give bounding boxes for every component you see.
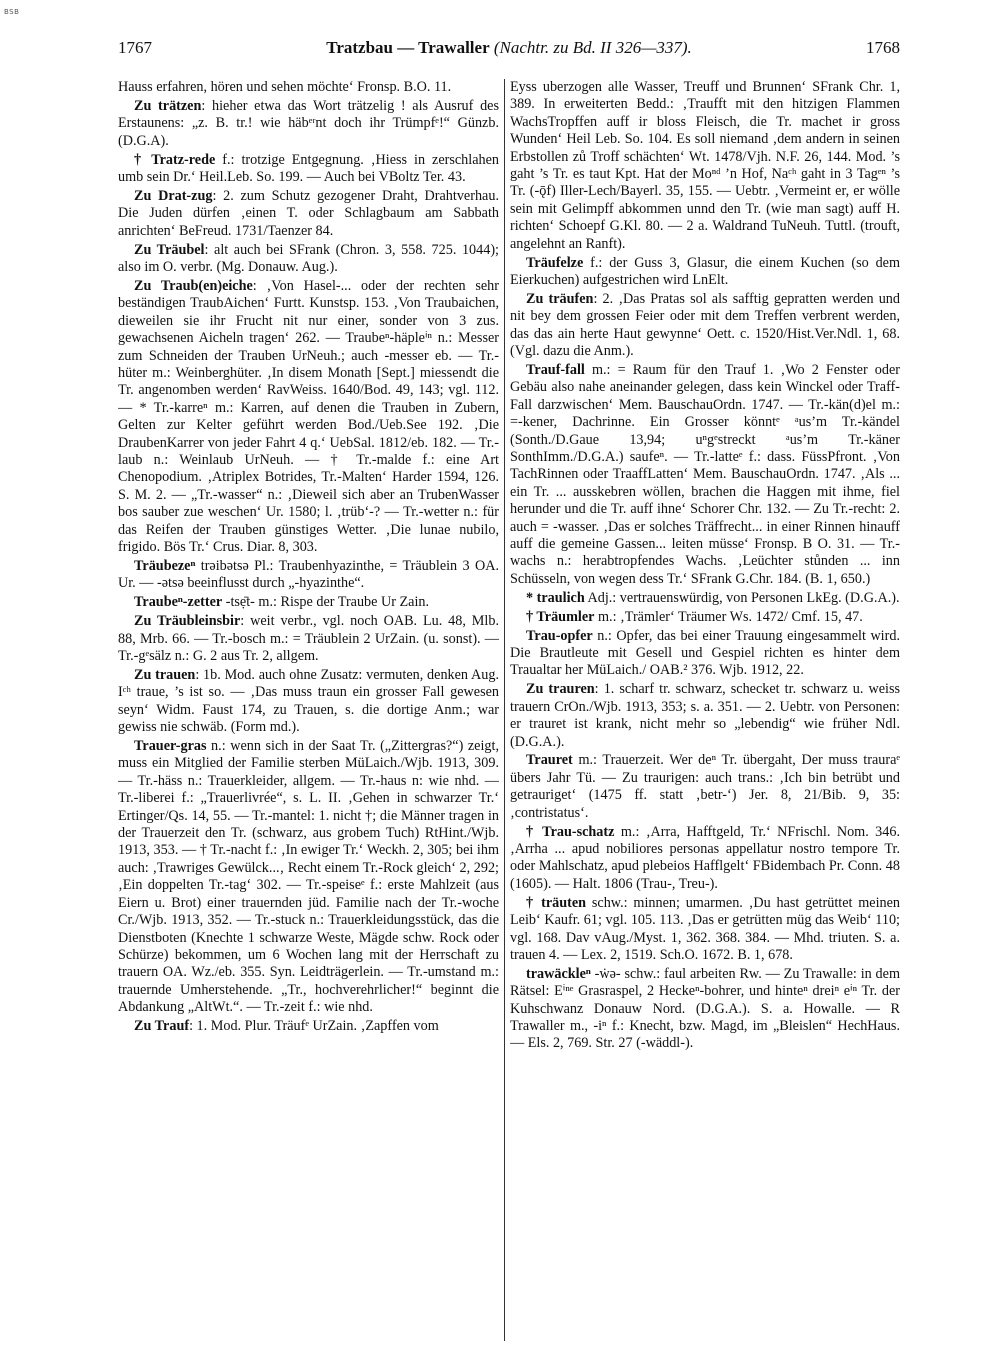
- dictionary-entry: [118, 242, 499, 277]
- dictionary-entry: [510, 362, 900, 588]
- entry-headword: Zu Träubleinsbir: [134, 613, 241, 630]
- entry-headword: † Trau-schatz: [526, 823, 615, 840]
- entry-headword: Träubezeⁿ: [134, 557, 196, 574]
- entry-text: trəibətsə Pl.: Traubenhyazinthe, = Träublein 3 OA. Ur. — -ətsə beeinflusst durch „-hyazinthe“.: [118, 557, 499, 592]
- entry-headword: Zu trätzen: [134, 97, 202, 114]
- entry-text: : ‚Von Hasel-... oder der rechten sehr beständigen TraubAichen‘ Furtt. Kunstsp. 153. ‚Von Traubaichen, dieweilen sie ihr Frucht nit nur einer, sonder von 3 zus. gewachsenen Aicheln tragen‘ 262. — Traubeⁿ-häpleⁱⁿ n.: Messer zum Schneiden der Trauben UrNeuh.; auch -messer eb. — Tr.-hüter m.: Weinberghüter. ‚In disem Monath [Sept.] miessendt die Tr. angenomben werden‘ RavWeiss. 1640/Bod. 49, 143; vgl. 112. — * Tr.-karreⁿ m.: Karren, auf denen die Trauben in Zubern, Gelten zur Kelter geführt werden Bod./Ueb.See 192. ‚Die DraubenKarrer von jeder Fahrt 4 q.‘ UebSal. 1812/eb. 182. — Tr.-laub n.: Weinlaub UrNeuh. — † Tr.-malde f.: eine Art Chenopodium. ‚Atriplex Botrides, Tr.-Malten‘ Harder 1594, 126. S. M. 2. — „Tr.-wasser“ n.: ‚Dieweil sich aber an TrubenWasser bos sauber zue weschen‘ Ur. 1580; l. ‚trüb‘-? — Tr.-wetter n.: für das Reifen der Trauben günstiges Wetter. ‚Die lunae nubilo, frigido. Bös Tr.‘ Crus. Diar. 8, 303.: [118, 277, 499, 556]
- dictionary-entry: [118, 738, 499, 1017]
- entry-text: : 2. zum Schutz gezogener Draht, Drahtverhau. Die Juden dürfen ‚einen T. oder Schlagbaum am Sabbath anrichten‘ BeFreud. 1731/Taenzer 84.: [118, 187, 499, 239]
- dictionary-entry: [510, 628, 900, 680]
- dictionary-entry: [510, 824, 900, 894]
- right-column: [510, 79, 900, 1341]
- entry-headword: Trauret: [526, 752, 573, 769]
- dictionary-entry: [118, 98, 499, 150]
- entry-text: -tsẹ̄t- m.: Rispe der Traube Ur Zain.: [222, 594, 430, 611]
- page-header: [118, 38, 900, 60]
- dictionary-entry: [510, 681, 900, 751]
- dictionary-entry: [510, 895, 900, 965]
- dictionary-entry: [510, 752, 900, 822]
- entry-headword: trawäckleⁿ: [526, 965, 591, 982]
- dictionary-entry: [118, 278, 499, 557]
- entry-headword: Träufelze: [526, 254, 584, 271]
- dictionary-entry: [118, 613, 499, 665]
- entry-text: Hauss erfahren, hören und sehen möchte‘ Fronsp. B.O. 11.: [118, 79, 452, 95]
- entry-text: : weit verbr., vgl. noch OAB. Lu. 48, Mlb. 88, Mrb. 66. — Tr.-bosch m.: = Träublein 2 UrZain. (u. sonst). — Tr.-gᵉsälz n.: G. 2 aus Tr. 2, allgem.: [118, 613, 499, 664]
- column-divider: [504, 79, 505, 1341]
- left-column: [118, 79, 499, 1341]
- library-stamp: BSB: [4, 8, 20, 16]
- entry-text: n.: wenn sich in der Saat Tr. („Zittergras?“) zeigt, muss ein Mitglied der Familie sterben MüLaich./Wjb. 1913, 309. — Tr.-häss n.: Trauerkleider, allgem. — Tr.-haus n: wie nhd. — Tr.-liberei f.: „Trauerlivrée“, s. L. II. ‚Gehen in schwarzer Tr.‘ Ertinger/Qs. 14, 55. — Tr.-mantel: 1. nicht †; die Männer tragen in der Trauerzeit den Tr. (schwarz, aus grobem Tuch) RtHint./Wjb. 1913, 353. — † Tr.-nacht f.: ‚In ewiger Tr.‘ Weckh. 2, 305; bei ihm auch: ‚Trawriges Gewülck...‚ Recht einem Tr.-Rock gleich‘ 2, 292; ‚Ein doppelten Tr.-tag‘ 302. — Tr.-speiseᵉ f.: erste Mahlzeit (aus Eiern u. Brot) einer trauernden jüd. Familie nach der Tr.-woche Cr./Wjb. 1913, 352. — Tr.-stuck n.: Trauerkleidungsstück, das die Dienstboten (Knechte 1 schwarze Weste, Mägde schw. Rock oder Schürze) bekommen, um 6 Wochen lang mit der Herrschaft zu trauern OA. Wz./eb. 355. Syn. Leidträgerlein. — Tr.-umstand m.: trauernde Umherstehende. „Tr., hochverehrlicher!“ beginnt die Abdankung „AltWt.“. — Tr.-zeit f.: wie nhd.: [118, 738, 499, 1016]
- dictionary-entry: [118, 1018, 499, 1035]
- entry-headword: † Tratz-rede: [134, 151, 216, 168]
- entry-headword: Zu Trauf: [134, 1018, 190, 1035]
- dictionary-entry: [510, 255, 900, 290]
- entry-text: f.: trotzige Entgegnung. ‚Hiess in zerschlahen umb sein Dr.‘ Heil.Leb. So. 199. — Auch bei VBoltz Ter. 43.: [118, 151, 499, 186]
- entry-headword: Trau-opfer: [526, 627, 593, 644]
- entry-text: m.: Trauerzeit. Wer deⁿ Tr. übergaht, Der muss trauraᵉ übers Jahr Tü. — Zu traurigen: auch trans.: ‚Ich bin betrübt und getrauriget‘ (1475 ff. statt ‚betr-‘) Jer. 8, 21/Bib. 9, 35: ‚contristatus‘.: [510, 752, 900, 821]
- entry-text: schw.: minnen; umarmen. ‚Du hast getrüttet meinen Leib‘ Kaufr. 61; vgl. 105. 113. ‚Das er getrütten müg das Weib‘ 110; vgl. 168. Dav vAug./Myst. 1, 362. 368. 384. — Mhd. triuten. S. a. trauen 4. — Lex. 2, 1519. Sch.O. 1672. B. 1, 678.: [510, 894, 900, 963]
- dictionary-entry: [510, 609, 900, 626]
- entry-text: -ẇə- schw.: faul arbeiten Rw. — Zu Trawalle: in dem Rätsel: Eⁱⁿᵉ Grasraspel, 2 Heckeⁿ-bohrer, und hinteⁿ dreiⁿ eⁱⁿ Tr. der Kuhschwanz Donauw Nord. (D.G.A.). S. a. Howalle. — R Trawaller m., -iⁿ f.: Knecht, bzw. Magd, im „Bleislen“ HechHaus. — Els. 2, 769. Str. 27 (-wäddl-).: [510, 965, 900, 1052]
- entry-text: m.: ‚Trämler‘ Träumer Ws. 1472/ Cmf. 15, 47.: [594, 608, 863, 625]
- dictionary-entry: [510, 966, 900, 1053]
- entry-text: n.: Opfer, das bei einer Trauung eingesammelt wird. Die Brautleute mit Gesell und Gespiel richten es hinter dem Traualtar her MüLaich./ OAB.² 376. Wjb. 1912, 22.: [510, 627, 900, 679]
- entry-text: m.: = Raum für den Trauf 1. ‚Wo 2 Fenster oder Gebäu also nahe aneinander gelegen, dass kein Winckel oder Traff-Fall darzwischen‘ Mem. BauschauOrdn. 1747. — Tr.-kän(d)el m.: =-kener, Dachrinne. Ein Grosser könntᵉ ᵃus’m Tr.-kändel (Sonth./D.Gaue 13,94; uⁿgᵉstreckt ᵃus’m Tr.-käner SonthImm./D.G.A.) saufeⁿ. — Tr.-latteᵉ f.: dass. FüssPfront. ‚Von TachRinnen oder TraaffLatten‘ Mem. BauschauOrdn. 1747. ‚Als ... ein Tr. ... ausskebren wöllen, brachen die Haggen mit ihme, fiel herunder und die Tr. auff ihne‘ Schorer Chr. 132. — Zu Tr.-recht: 2. auch = -wasser. ‚Das er solches Träffrecht... in einer Rinnen hinauff auff die gemeine Gassen... leiten müsse‘ Fronsp. B O. 31. — Tr.-wachs n.: herabtropfendes Wachs. ‚Leüchter stůnden ... inn Schüsseln, von wegen dess Tr.‘ SFrank G.Chr. 184. (B. 1, 650.): [510, 362, 900, 587]
- page-number-left: 1767: [118, 38, 152, 57]
- entry-headword: Traubeⁿ-zetter: [134, 594, 223, 611]
- dictionary-entry: [118, 667, 499, 737]
- entry-text: : 1b. Mod. auch ohne Zusatz: vermuten, denken Aug. Iᶜʰ traue, ’s ist so. — ‚Das muss traun ein grosser Fall gewesen seyn‘ Widm. Faust 174, zu Trauen, s. die dortige Anm.; war gewiss nie schwäb. (Form md.).: [118, 666, 499, 736]
- dictionary-entry: [510, 79, 900, 253]
- entry-headword: Zu Träubel: [134, 241, 205, 258]
- entry-text: Eyss uberzogen alle Wasser, Treuff und Brunnen‘ SFrank Chr. 1, 389. In erweiterten Bedd.: ‚Traufft mit den hitzigen Flammen WachsTropffen auff ir bloss Fleisch, die Tr. machet ir gross Wunden‘ Heil Leb. So. 104. Es soll niemand ‚dem andern in seinen Erbstollen zů Troff schächten‘ Wt. 1478/Vjh. N.F. 26, 144. Mod. ’s gaht ’s Tr. es taut Kpt. Hat der Moⁿᵈ ’n Hof, Naᶜʰ gaht in 3 Tagᵉⁿ ’s Tr. (-ǭf) Iller-Lech/Bayerl. 35, 155. — Uebtr. ‚Vermeint er, er wölle sein mit Gelimpff abkommen unnd den Tr. (wie man sagt) auff H. richten‘ Schoepf G.Kl. 80. — 2 a. Waldrand TuNeuh. Tuttl. (trouft, angelehnt an Ranft).: [510, 79, 900, 252]
- entry-headword: Zu trauen: [134, 666, 196, 683]
- entry-headword: * traulich: [526, 589, 585, 606]
- entry-headword: Zu Traub(en)eiche: [134, 277, 253, 294]
- entry-text: Adj.: vertrauenswürdig, von Personen LkEg. (D.G.A.).: [584, 589, 900, 606]
- entry-headword: † Träumler: [526, 608, 595, 625]
- entry-text: : 1. scharf tr. schwarz, schecket tr. schwarz u. weiss trauern CrOn./Wjb. 1913, 353; s. a. 351. — 2. Uebtr. von Personen: er trauret ist krank, nicht mehr so „lebendig“ wie früher Ndl. (D.G.A.).: [510, 681, 900, 750]
- running-title: [118, 38, 900, 58]
- entry-text: m.: ‚Arra, Hafftgeld, Tr.‘ NFrischl. Nom. 346. ‚Arrha ... apud nobiliores personas appellatur nostro tempore Tr. oder Mahlschatz, apud plebeios Hafflgelt‘ FBidembach Pr. Conn. 48 (1605). — Halt. 1806 (Trau-, Treu-).: [510, 823, 900, 892]
- dictionary-entry: [118, 558, 499, 593]
- dictionary-entry: [118, 594, 499, 611]
- entry-headword: Trauf-fall: [526, 362, 585, 378]
- entry-headword: Zu träufen: [526, 290, 594, 307]
- dictionary-entry: [118, 79, 499, 96]
- entry-text: : alt auch bei SFrank (Chron. 3, 558. 725. 1044); also im O. verbr. (Mg. Donauw. Aug.).: [118, 241, 499, 276]
- dictionary-entry: [118, 188, 499, 240]
- running-title-main: Tratzbau — Trawaller: [326, 38, 490, 57]
- entry-text: f.: der Guss 3, Glasur, die einem Kuchen (so dem Eierkuchen) aufgestrichen wird LnElt.: [510, 254, 900, 288]
- entry-headword: Trauer-gras: [134, 738, 207, 755]
- page-number-right: 1768: [866, 38, 900, 57]
- dictionary-entry: [510, 590, 900, 607]
- entry-headword: Zu Drat-zug: [134, 187, 213, 204]
- running-title-note: (Nachtr. zu Bd. II 326—337).: [489, 38, 692, 57]
- entry-text: : hieher etwa das Wort trätzelig ! als Ausruf des Erstaunens: „z. B. tr.! wie häbᵉʳnt doch ihr Trümpfᵉ!“ Günzb. (D.G.A).: [118, 97, 499, 149]
- entry-text: : 2. ‚Das Pratas sol als safftig gepratten werden und nit bey dem grossen Feier oder mit dem Treffen verbrent werden, das das ain herte Haut gewynne‘ Oett. c. 1520/Hist.Ver.Ndl. 1, 68. (Vgl. dazu die Anm.).: [510, 290, 900, 360]
- entry-text: : 1. Mod. Plur. Träufᵉ UrZain. ‚Zapffen vom: [189, 1018, 439, 1035]
- entry-headword: Zu trauren: [526, 681, 595, 698]
- dictionary-entry: [118, 152, 499, 187]
- entry-headword: † träuten: [526, 894, 587, 911]
- dictionary-entry: [510, 291, 900, 361]
